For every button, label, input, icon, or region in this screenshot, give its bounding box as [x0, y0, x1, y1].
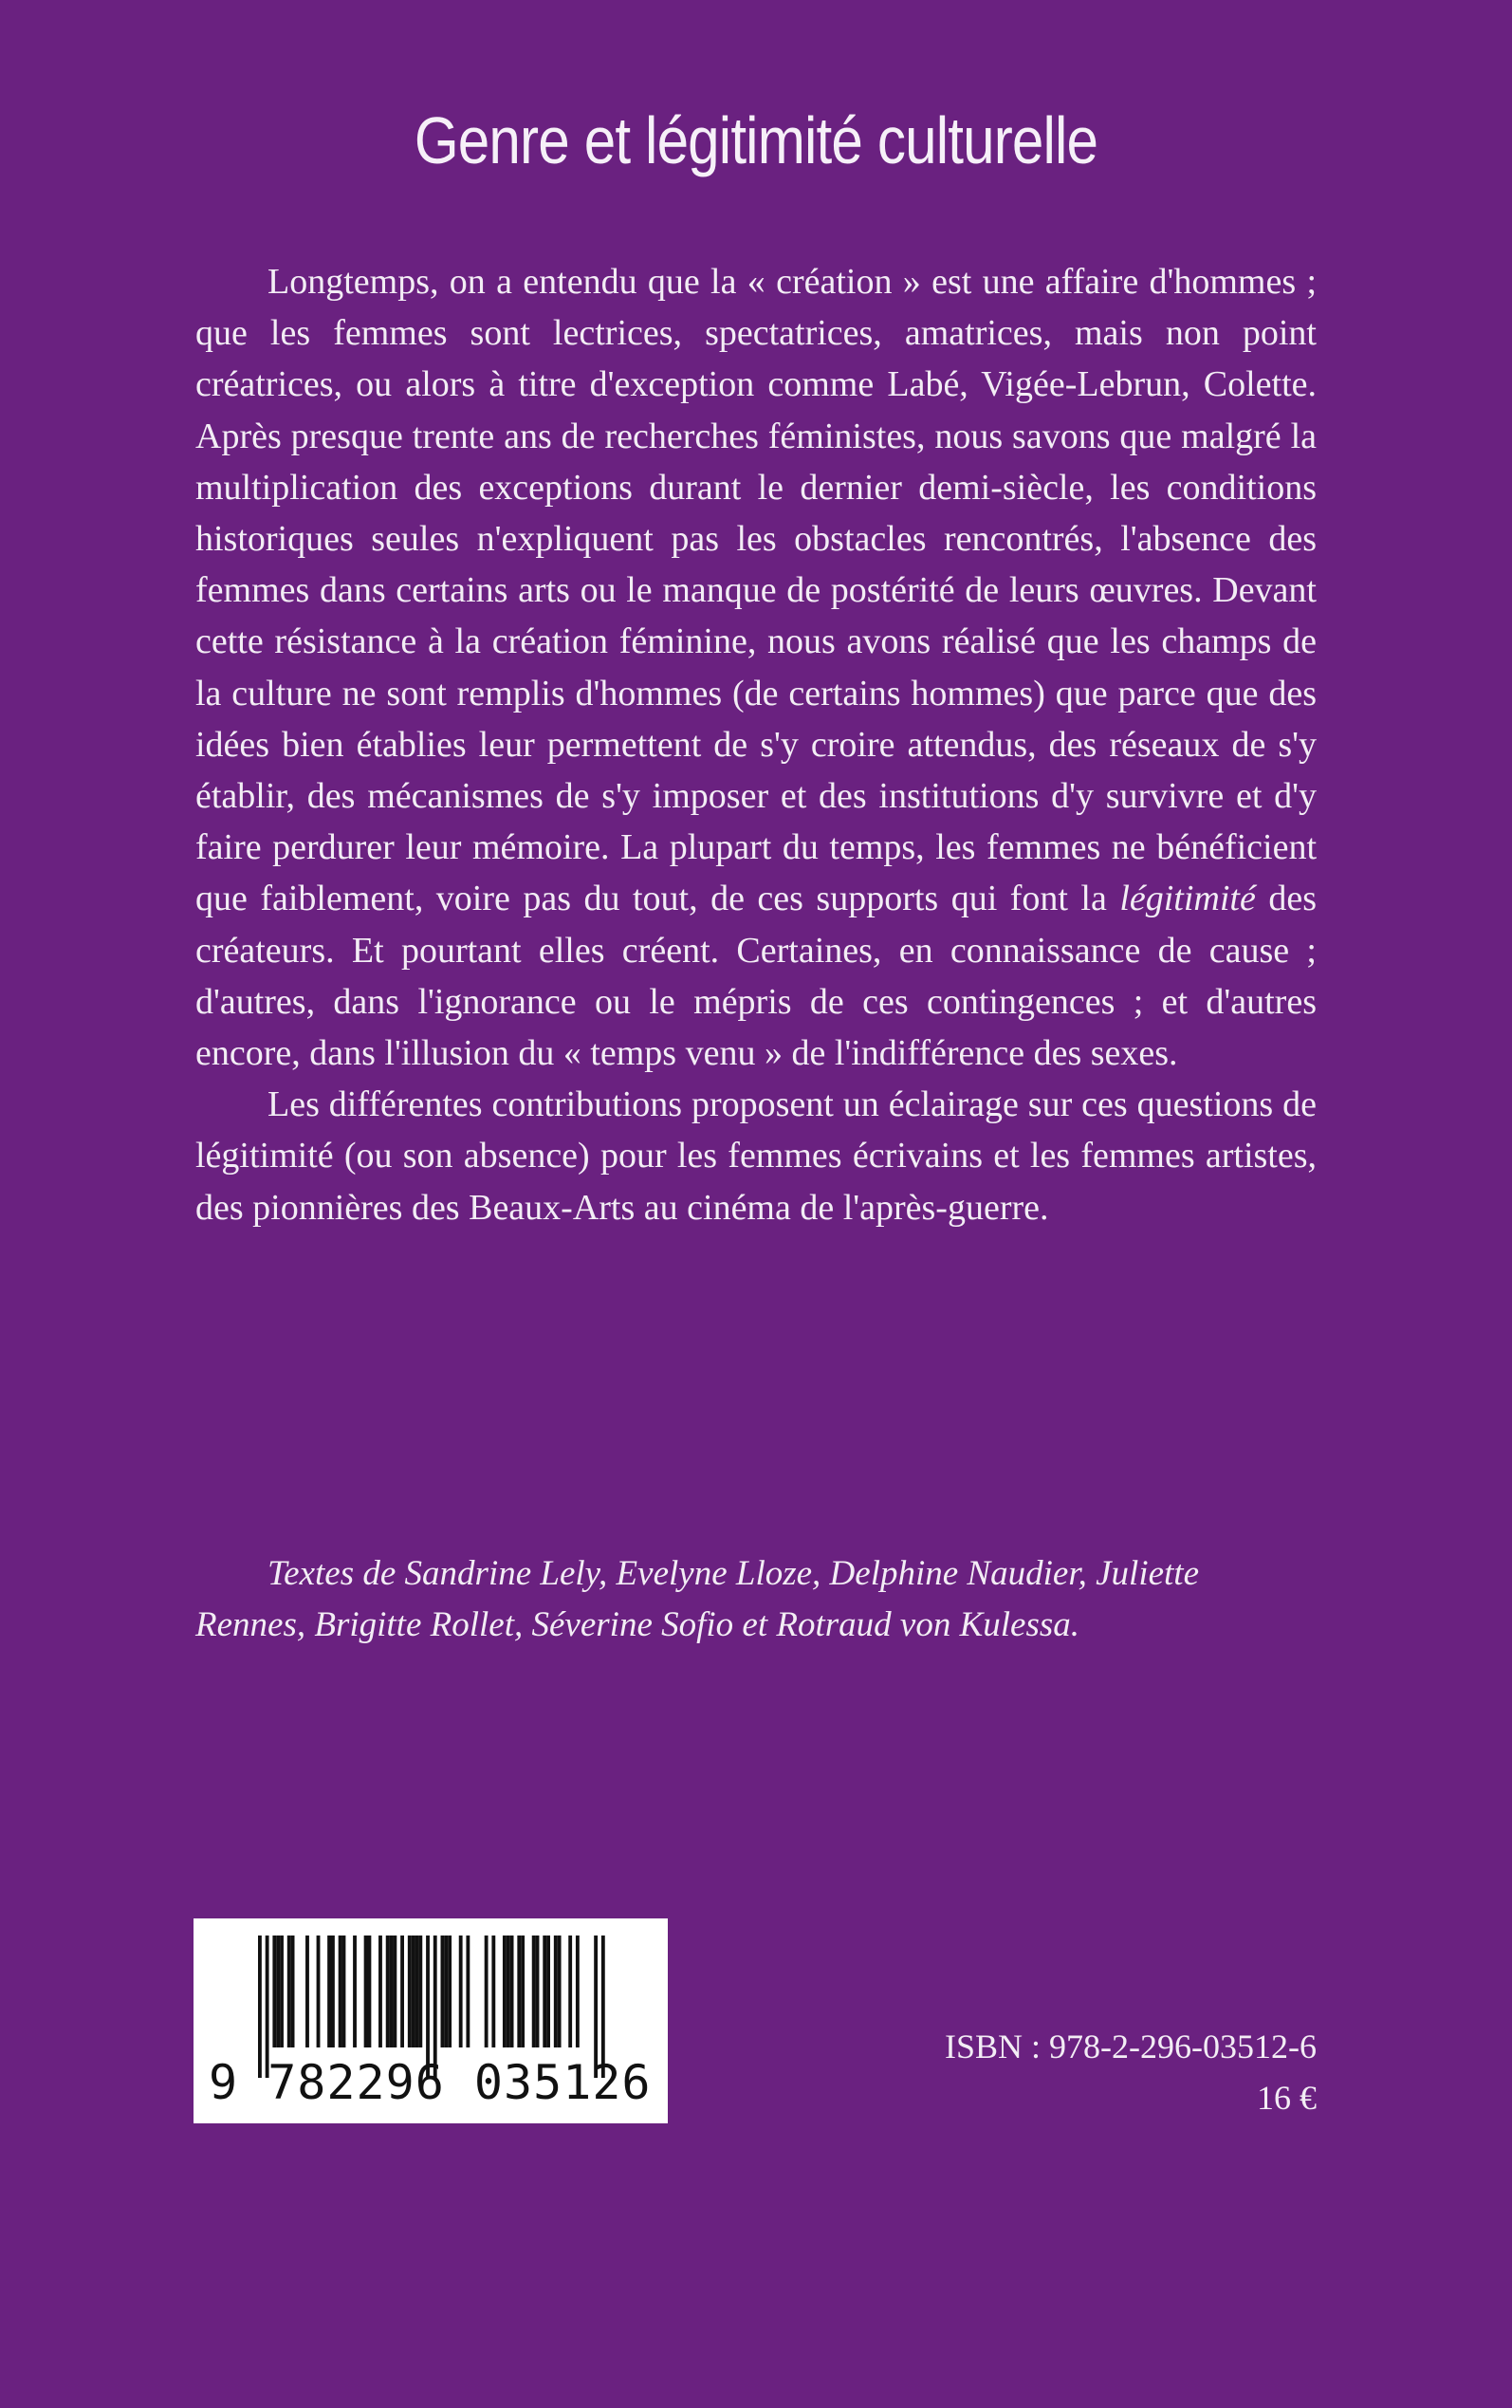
barcode-bar	[444, 1936, 448, 2047]
barcode-bar	[408, 1936, 412, 2047]
barcode-bar	[272, 1936, 276, 2047]
book-title: Genre et légitimité culturelle	[414, 103, 1098, 177]
barcode-bar	[331, 1936, 335, 2047]
barcode-bar	[339, 1936, 342, 2047]
barcode-bar	[415, 1936, 419, 2047]
barcode-bar	[521, 1936, 525, 2047]
barcode-bar	[412, 1936, 415, 2047]
blurb-paragraph-1	[195, 256, 1317, 1079]
barcode-bar	[558, 1936, 562, 2047]
barcode-bar	[517, 1936, 521, 2047]
barcode-bar	[546, 1936, 550, 2047]
blurb-paragraph-2: Les différentes contributions proposent un éclairage sur ces questions de légitimité (ou son absence) pour les femmes écrivains et les femmes artistes, des pionnières des Beaux-Arts au cinéma de l'après-guerre.	[195, 1084, 1317, 1228]
barcode-bar	[448, 1936, 452, 2047]
barcode-bar	[466, 1936, 470, 2047]
barcode-bar	[305, 1936, 309, 2047]
barcode-bar	[568, 1936, 572, 2047]
barcode-bar	[353, 1936, 357, 2047]
barcode-bar	[342, 1936, 346, 2047]
barcode-bar	[459, 1936, 463, 2047]
barcode	[194, 1918, 668, 2123]
barcode-bar	[510, 1936, 514, 2047]
blurb-emphasis: légitimité	[1119, 879, 1256, 919]
barcode-bar	[532, 1936, 536, 2047]
barcode-bar	[400, 1936, 404, 2047]
barcode-bar	[378, 1936, 382, 2047]
barcode-bar	[317, 1936, 321, 2047]
barcode-bar	[554, 1936, 558, 2047]
barcode-bar	[393, 1936, 396, 2047]
barcode-bar	[280, 1936, 284, 2047]
barcode-bar	[536, 1936, 540, 2047]
blurb-paragraph-1-end: des créateurs. Et pourtant elles créent. Certaines, en connaissance de cause ; d'autres, dans l'ignorance ou le mépris de ces contingences ; et d'autres encore, dans l'illusion du « temps venu » de l'indifférence des sexes.	[195, 879, 1317, 1074]
barcode-bar	[491, 1936, 495, 2047]
barcode-bar	[276, 1936, 280, 2047]
blurb	[195, 256, 1317, 1233]
barcode-bar	[485, 1936, 489, 2047]
barcode-bar	[327, 1936, 331, 2047]
blurb-paragraph-1-start: Longtemps, on a entendu que la « création » est une affaire d'hommes ; que les femmes sont lectrices, spectatrices, amatrices, mais non point créatrices, ou alors à titre d'exception comme Labé, Vigée-Lebrun, Colette. Après presque trente ans de recherches féministes, nous savons que malgré la multiplication des exceptions durant le dernier demi-siècle, les conditions historiques seules n'expliquent pas les obstacles rencontrés, l'absence des femmes dans certains arts ou le manque de postérité de leurs œuvres. Devant cette résistance à la création féminine, nous avons réalisé que les champs de la culture ne sont remplis d'hommes (de certains hommes) que parce que des idées bien établies leur permettent de s'y croire attendus, des réseaux de s'y établir, des mécanismes de s'y imposer et des institutions d'y survivre et d'y faire perdurer leur mémoire. La plupart du temps, les femmes ne bénéficient que faiblement, voire pas du tout, de ces supports qui font la	[195, 262, 1317, 919]
barcode-bar	[368, 1936, 372, 2047]
barcode-bar	[441, 1936, 445, 2047]
price: 16 €	[1257, 2079, 1317, 2117]
barcode-bar	[386, 1936, 390, 2047]
barcode-digits: 9 782296 035126	[209, 2055, 652, 2110]
barcode-bar	[291, 1936, 295, 2047]
barcode-bar	[390, 1936, 394, 2047]
barcode-bar	[576, 1936, 580, 2047]
barcode-bar	[543, 1936, 546, 2047]
barcode-bar	[364, 1936, 368, 2047]
barcode-bar	[418, 1936, 422, 2047]
barcode-bar	[503, 1936, 507, 2047]
barcode-bar	[507, 1936, 510, 2047]
contributors: Textes de Sandrine Lely, Evelyne Lloze, Delphine Naudier, Juliette Rennes, Brigitte Rollet, Séverine Sofio et Rotraud von Kulessa.	[195, 1554, 1199, 1644]
barcode-bar	[287, 1936, 291, 2047]
isbn: ISBN : 978-2-296-03512-6	[945, 2028, 1317, 2065]
